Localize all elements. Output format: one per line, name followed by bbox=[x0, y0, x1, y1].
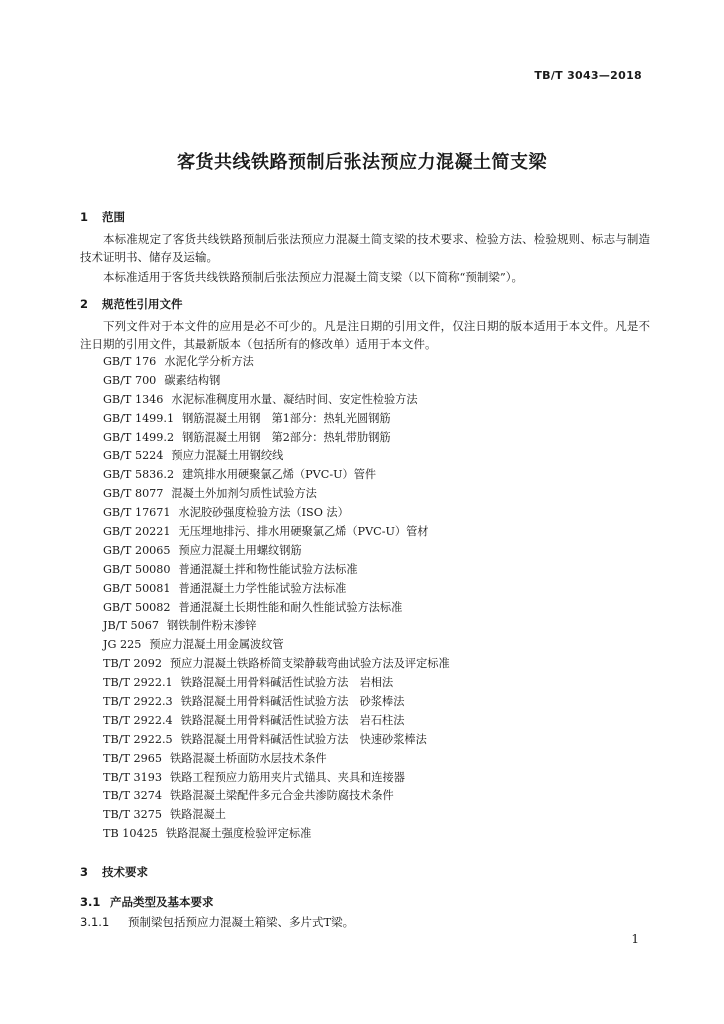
reference-code: GB/T 5836.2 bbox=[103, 468, 175, 482]
reference-code: GB/T 50081 bbox=[103, 581, 171, 595]
section-technical-requirements bbox=[80, 862, 650, 932]
reference-item bbox=[80, 655, 650, 674]
reference-item bbox=[80, 712, 650, 731]
reference-title: 铁路混凝土桥面防水层技术条件 bbox=[169, 751, 327, 765]
reference-title: 钢铁制件粉末渗锌 bbox=[166, 619, 257, 633]
reference-title: 预应力混凝土用金属波纹管 bbox=[149, 638, 284, 652]
standard-code: TB/T 3043—2018 bbox=[534, 69, 642, 82]
reference-title: 建筑排水用硬聚氯乙烯（PVC-U）管件 bbox=[182, 468, 377, 482]
reference-item bbox=[80, 636, 650, 655]
reference-item bbox=[80, 561, 650, 580]
reference-item bbox=[80, 750, 650, 769]
reference-code: GB/T 1499.2 bbox=[103, 430, 175, 444]
reference-code: TB/T 2965 bbox=[103, 751, 162, 765]
page-number: 1 bbox=[631, 932, 639, 946]
subsection-number: 3.1 bbox=[80, 895, 101, 909]
reference-title: 钢筋混凝土用钢 第2部分：热轧带肋钢筋 bbox=[182, 430, 391, 444]
reference-item bbox=[80, 485, 650, 504]
reference-item bbox=[80, 580, 650, 599]
reference-title: 预应力混凝土用钢绞线 bbox=[171, 449, 284, 463]
reference-title: 水泥标准稠度用水量、凝结时间、安定性检验方法 bbox=[171, 392, 418, 406]
reference-item bbox=[80, 731, 650, 750]
reference-code: TB/T 3275 bbox=[103, 808, 162, 822]
reference-code: GB/T 700 bbox=[103, 373, 157, 387]
reference-title: 铁路混凝土 bbox=[169, 808, 226, 822]
reference-item bbox=[80, 447, 650, 466]
reference-code: GB/T 17671 bbox=[103, 506, 171, 520]
reference-list bbox=[80, 353, 650, 844]
reference-title: 铁路工程预应力筋用夹片式锚具、夹具和连接器 bbox=[169, 770, 405, 784]
reference-item bbox=[80, 391, 650, 410]
section-heading bbox=[80, 294, 650, 314]
reference-item bbox=[80, 429, 650, 448]
reference-item bbox=[80, 825, 650, 844]
reference-code: JG 225 bbox=[103, 638, 142, 652]
section-normative-references bbox=[80, 294, 650, 844]
clause-text: 预制梁包括预应力混凝土箱梁、多片式T梁。 bbox=[128, 915, 355, 929]
reference-title: 铁路混凝土用骨料碱活性试验方法 岩石柱法 bbox=[180, 713, 405, 727]
reference-title: 铁路混凝土用骨料碱活性试验方法 快速砂浆棒法 bbox=[180, 732, 427, 746]
reference-code: TB/T 2922.1 bbox=[103, 676, 173, 690]
reference-title: 普通混凝土力学性能试验方法标准 bbox=[178, 581, 347, 595]
reference-title: 水泥化学分析方法 bbox=[164, 355, 254, 368]
reference-code: GB/T 8077 bbox=[103, 487, 164, 501]
reference-code: JB/T 5067 bbox=[103, 619, 159, 633]
reference-code: GB/T 20065 bbox=[103, 543, 171, 557]
reference-item bbox=[80, 806, 650, 825]
section-number: 3 bbox=[80, 865, 89, 879]
clause bbox=[80, 912, 650, 932]
reference-code: GB/T 20221 bbox=[103, 525, 171, 539]
reference-item bbox=[80, 523, 650, 542]
reference-title: 钢筋混凝土用钢 第1部分：热轧光圆钢筋 bbox=[182, 411, 391, 425]
reference-code: TB/T 3274 bbox=[103, 789, 162, 803]
reference-code: TB/T 2922.5 bbox=[103, 732, 173, 746]
reference-item bbox=[80, 617, 650, 636]
reference-item bbox=[80, 542, 650, 561]
section-heading bbox=[80, 207, 650, 227]
reference-title: 铁路混凝土用骨料碱活性试验方法 砂浆棒法 bbox=[180, 695, 405, 709]
reference-title: 无压埋地排污、排水用硬聚氯乙烯（PVC-U）管材 bbox=[178, 525, 429, 539]
section-title: 范围 bbox=[102, 210, 125, 224]
reference-code: GB/T 1346 bbox=[103, 392, 164, 406]
reference-code: TB/T 3193 bbox=[103, 770, 162, 784]
section-number: 1 bbox=[80, 210, 89, 224]
reference-item bbox=[80, 410, 650, 429]
reference-title: 铁路混凝土用骨料碱活性试验方法 岩相法 bbox=[180, 676, 394, 690]
reference-code: GB/T 50080 bbox=[103, 562, 171, 576]
reference-code: GB/T 5224 bbox=[103, 449, 164, 463]
reference-item bbox=[80, 599, 650, 618]
reference-title: 预应力混凝土用螺纹钢筋 bbox=[178, 543, 302, 557]
section-heading bbox=[80, 862, 650, 882]
reference-code: GB/T 1499.1 bbox=[103, 411, 175, 425]
reference-code: TB/T 2922.3 bbox=[103, 695, 173, 709]
reference-code: TB/T 2092 bbox=[103, 657, 162, 671]
section-title: 规范性引用文件 bbox=[102, 297, 183, 311]
reference-title: 碳素结构钢 bbox=[164, 373, 221, 387]
reference-code: TB 10425 bbox=[103, 827, 158, 841]
reference-title: 混凝土外加剂匀质性试验方法 bbox=[171, 487, 317, 501]
section-number: 2 bbox=[80, 297, 89, 311]
reference-item bbox=[80, 353, 650, 372]
reference-title: 水泥胶砂强度检验方法（ISO 法） bbox=[178, 506, 349, 520]
section-title: 技术要求 bbox=[102, 865, 148, 879]
reference-code: GB/T 176 bbox=[103, 355, 157, 368]
reference-title: 铁路混凝土强度检验评定标准 bbox=[165, 827, 312, 841]
reference-item bbox=[80, 787, 650, 806]
paragraph: 下列文件对于本文件的应用是必不可少的。凡是注日期的引用文件，仅注日期的版本适用于本文件。凡是不注日期的引用文件，其最新版本（包括所有的修改单）适用于本文件。 bbox=[80, 319, 650, 351]
subsection-heading bbox=[80, 892, 650, 912]
reference-code: TB/T 2922.4 bbox=[103, 713, 173, 727]
document-title: 客货共线铁路预制后张法预应力混凝土简支梁 bbox=[177, 152, 547, 173]
section-scope bbox=[80, 207, 650, 286]
reference-item bbox=[80, 769, 650, 788]
reference-item bbox=[80, 466, 650, 485]
reference-item bbox=[80, 372, 650, 391]
paragraph: 本标准适用于客货共线铁路预制后张法预应力混凝土简支梁（以下简称“预制梁”）。 bbox=[103, 270, 524, 284]
reference-title: 普通混凝土长期性能和耐久性能试验方法标准 bbox=[178, 600, 403, 614]
reference-title: 铁路混凝土梁配件多元合金共渗防腐技术条件 bbox=[169, 789, 394, 803]
clause-number: 3.1.1 bbox=[80, 915, 110, 929]
subsection-title: 产品类型及基本要求 bbox=[110, 895, 214, 909]
reference-item bbox=[80, 693, 650, 712]
reference-code: GB/T 50082 bbox=[103, 600, 171, 614]
paragraph: 本标准规定了客货共线铁路预制后张法预应力混凝土简支梁的技术要求、检验方法、检验规则、标志与制造技术证明书、储存及运输。 bbox=[80, 232, 650, 264]
reference-title: 预应力混凝土铁路桥简支梁静载弯曲试验方法及评定标准 bbox=[169, 657, 450, 671]
reference-item bbox=[80, 674, 650, 693]
reference-item bbox=[80, 504, 650, 523]
reference-title: 普通混凝土拌和物性能试验方法标准 bbox=[178, 562, 358, 576]
